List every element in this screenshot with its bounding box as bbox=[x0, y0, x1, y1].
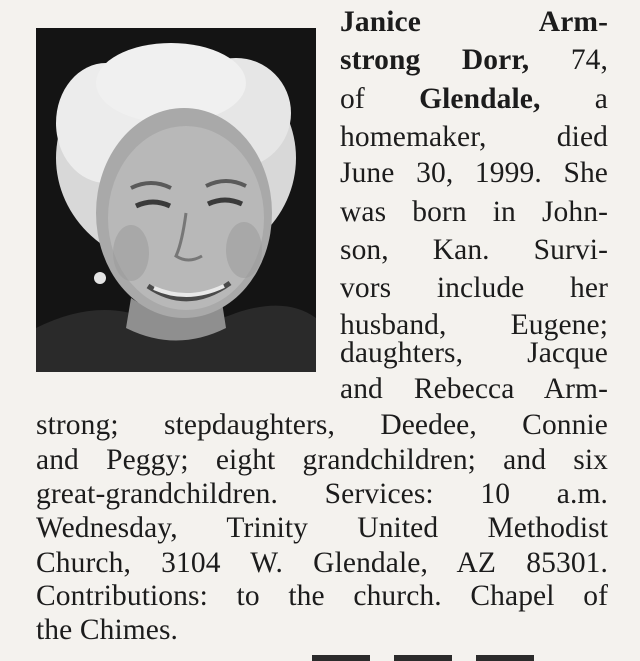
obituary-photo bbox=[36, 28, 316, 372]
obituary-line-6: was born in John- bbox=[340, 196, 608, 228]
decedent-name-part-2: strong Dorr, bbox=[340, 44, 530, 76]
obituary-line-4: homemaker, died bbox=[340, 121, 608, 153]
obituary-line-14: great-grandchildren. Services: 10 a.m. bbox=[36, 478, 608, 510]
article-word: a bbox=[594, 83, 608, 115]
cutoff-fragment bbox=[394, 655, 452, 661]
obituary-line-18: the Chimes. bbox=[36, 614, 179, 646]
obituary-line-13: and Peggy; eight grandchildren; and six bbox=[36, 444, 608, 476]
decedent-city: Glendale, bbox=[419, 83, 541, 115]
obituary-line-9: husband, Eugene; bbox=[340, 309, 608, 341]
obituary-line-10: daughters, Jacque bbox=[340, 337, 608, 369]
of-word: of bbox=[340, 83, 365, 115]
obituary-line-7: son, Kan. Survi- bbox=[340, 234, 608, 266]
portrait-image bbox=[36, 28, 316, 372]
cutoff-fragment bbox=[476, 655, 534, 661]
obituary-line-12: strong; stepdaughters, Deedee, Connie bbox=[36, 409, 608, 441]
obituary-line-16: Church, 3104 W. Glendale, AZ 85301. bbox=[36, 547, 608, 579]
next-article-cutoff bbox=[312, 642, 622, 661]
cutoff-fragment bbox=[312, 655, 370, 661]
obituary-line-3 bbox=[340, 79, 608, 119]
obituary-line-5: June 30, 1999. She bbox=[340, 157, 608, 189]
decedent-name-part-1: Janice Arm- bbox=[340, 6, 608, 38]
obituary-line-2 bbox=[340, 40, 608, 80]
obituary-line-11: and Rebecca Arm- bbox=[340, 373, 608, 405]
decedent-age: 74, bbox=[570, 44, 608, 76]
obituary-line-15: Wednesday, Trinity United Methodist bbox=[36, 512, 608, 544]
obituary-line-17: Contributions: to the church. Chapel of bbox=[36, 580, 608, 612]
obituary-line-8: vors include her bbox=[340, 272, 608, 304]
obituary-line-1 bbox=[340, 2, 608, 42]
